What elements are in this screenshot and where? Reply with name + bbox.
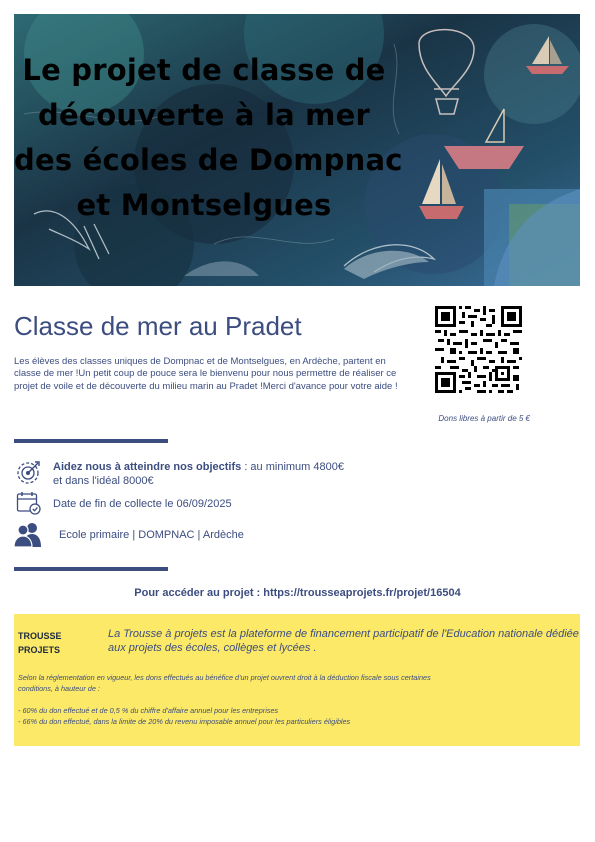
tax-info-line: - 66% du don effectué, dans la limite de 20% du revenu imposable annuel pour les particuliers éligibles bbox=[18, 717, 351, 726]
donations-note: Dons libres à partir de 5 € bbox=[438, 414, 530, 423]
tax-info-line bbox=[18, 694, 574, 705]
hero-title-line: découverte à la mer bbox=[38, 98, 370, 132]
hero-title-line: des écoles de Dompnac bbox=[14, 143, 403, 177]
goal-text bbox=[53, 460, 344, 488]
project-link[interactable]: Pour accéder au projet : https://trousseaprojets.fr/projet/16504 bbox=[134, 587, 461, 599]
info-box bbox=[14, 614, 580, 746]
tax-info bbox=[18, 672, 574, 727]
hero-title-line: et Montselgues bbox=[76, 188, 332, 222]
trousse-logo bbox=[18, 628, 68, 658]
project-title: Classe de mer au Pradet bbox=[14, 311, 302, 341]
goal-min: : au minimum 4800€ bbox=[241, 461, 344, 473]
project-description: Les élèves des classes uniques de Dompnac et de Montselgues, en Ardèche, partent en classe de mer !Un petit coup de pouce sera le bienvenu pour nous permettre de réaliser ce projet de voile et de découverte du milieu marin au Pradet !Merci d'avance pour votre aide ! bbox=[14, 356, 398, 392]
school-text: Ecole primaire | DOMPNAC | Ardèche bbox=[59, 529, 244, 541]
hero-title bbox=[14, 48, 403, 228]
info-main-text: La Trousse à projets est la plateforme de financement participatif de l'Education nationale dédiée aux projets des écoles, collèges et lycées . bbox=[108, 628, 579, 654]
tax-info-line: - 60% du don effectué et de 0,5 % du chiffre d'affaire annuel pour les entreprises bbox=[18, 706, 279, 715]
section-separator bbox=[14, 439, 168, 443]
deadline-text: Date de fin de collecte le 06/09/2025 bbox=[53, 498, 232, 510]
calendar-icon bbox=[16, 491, 42, 515]
tax-info-line: Selon la réglementation en vigueur, les dons effectués au bénéfice d'un projet ouvrent droit à la déduction fiscale sous certaines bbox=[18, 673, 431, 682]
users-icon bbox=[14, 520, 42, 548]
hero-title-line: Le projet de classe de bbox=[22, 53, 386, 87]
goal-bold: Aidez nous à atteindre nos objectifs bbox=[53, 461, 242, 473]
logo-line-1: TROUSSE bbox=[18, 631, 62, 641]
logo-line-2: PROJETS bbox=[18, 645, 61, 655]
qr-code-icon[interactable] bbox=[431, 306, 526, 393]
goal-ideal: et dans l'idéal 8000€ bbox=[53, 475, 154, 487]
section-separator bbox=[14, 567, 168, 571]
hero-image bbox=[14, 14, 580, 286]
target-icon bbox=[16, 459, 42, 485]
tax-info-line: conditions, à hauteur de : bbox=[18, 684, 100, 693]
